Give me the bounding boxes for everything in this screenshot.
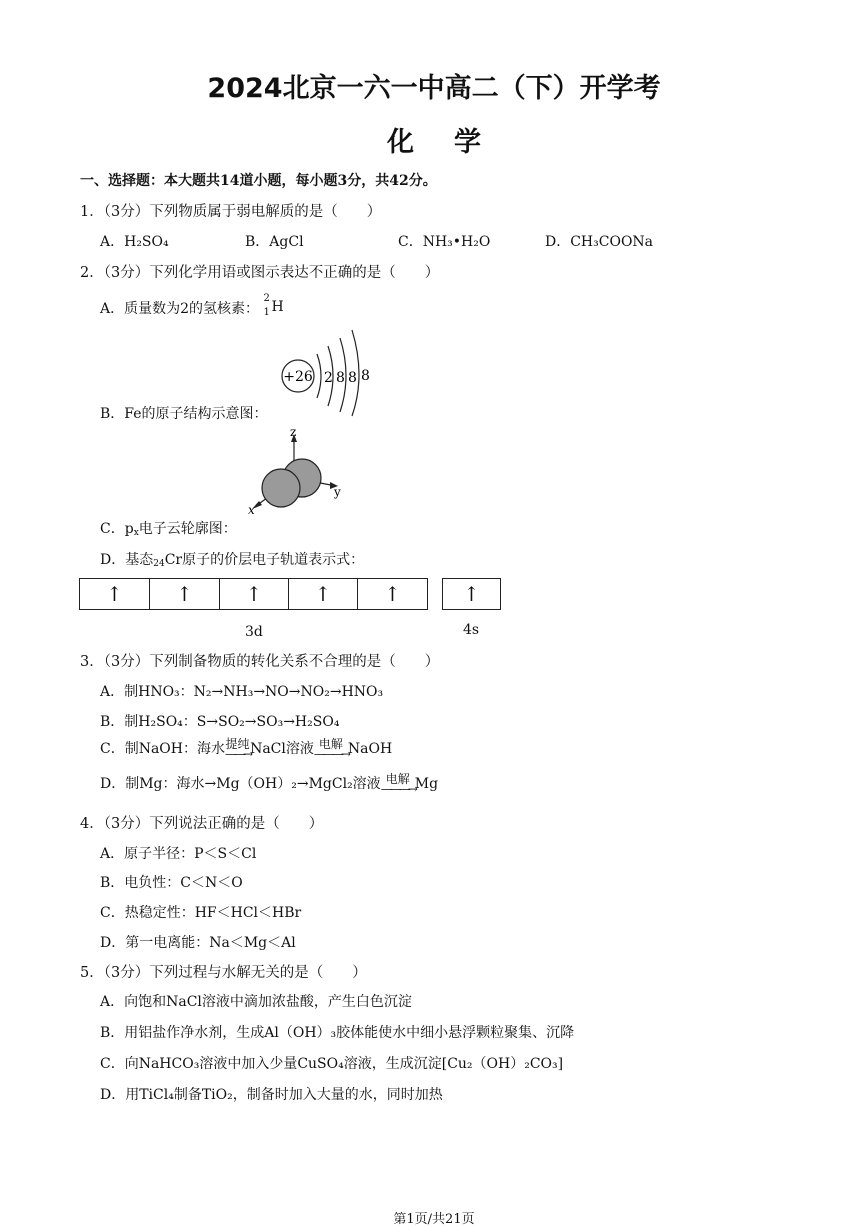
section-heading: 一、选择题：本大题共14道小题，每小题3分，共42分。 bbox=[80, 173, 437, 189]
orbital-3d-label: 3d bbox=[245, 624, 263, 640]
question-3-option-d bbox=[100, 772, 439, 796]
question-3-stem: 3．（3分）下列制备物质的转化关系不合理的是（ ） bbox=[80, 654, 440, 670]
electrolysis-arrow-d: 电解 ———→ bbox=[380, 772, 415, 796]
exam-title: 2024北京一六一中高二（下）开学考 bbox=[207, 73, 661, 104]
question-1-option-a: A．H₂SO₄ bbox=[100, 234, 169, 250]
subject-title: 化学 bbox=[387, 127, 521, 158]
hydrogen-isotope-symbol bbox=[263, 293, 285, 323]
shell-3-electrons: 8 bbox=[348, 370, 357, 386]
shell-1-electrons: 2 bbox=[324, 370, 333, 386]
electrolysis-label-d: 电解 bbox=[385, 772, 410, 786]
question-1-option-c: C．NH₃•H₂O bbox=[398, 234, 491, 250]
isotope-mass-number: 2 bbox=[263, 293, 270, 304]
question-2-option-d bbox=[100, 549, 364, 569]
question-2-option-a-text: A．质量数为2的氢核素： bbox=[100, 301, 260, 317]
orbital-3d-box-2: ↑ bbox=[150, 579, 220, 609]
question-5-stem: 5．（3分）下列过程与水解无关的是（ ） bbox=[80, 965, 367, 981]
y-axis-label: y bbox=[334, 485, 341, 499]
z-axis-label: z bbox=[290, 426, 297, 439]
question-2-option-a bbox=[100, 293, 285, 323]
option-d-suffix: Cr原子的价层电子轨道表示式： bbox=[164, 552, 365, 568]
page-number: 第1页/共21页 bbox=[393, 1212, 475, 1227]
option-c-suffix: 电子云轮廓图： bbox=[138, 521, 237, 537]
nucleus-charge: +26 bbox=[283, 369, 313, 385]
shell-2-electrons: 8 bbox=[336, 370, 345, 386]
question-5-option-d: D．用TiCl₄制备TiO₂，制备时加入大量的水，同时加热 bbox=[100, 1087, 443, 1103]
question-3-option-c bbox=[100, 737, 393, 761]
shell-4-electrons: 8 bbox=[361, 368, 370, 384]
question-5-option-b: B．用铝盐作净水剂，生成Al（OH）₃胶体能使水中细小悬浮颗粒聚集、沉降 bbox=[100, 1025, 575, 1041]
option-c-subscript: x bbox=[133, 528, 139, 538]
question-3-option-b: B．制H₂SO₄：S→SO₂→SO₃→H₂SO₄ bbox=[100, 714, 340, 730]
question-5-option-a: A．向饱和NaCl溶液中滴加浓盐酸，产生白色沉淀 bbox=[100, 994, 412, 1010]
orbital-4s-label: 4s bbox=[463, 622, 480, 638]
question-4-option-c: C．热稳定性：HF＜HCl＜HBr bbox=[100, 905, 302, 921]
question-1-stem: 1．（3分）下列物质属于弱电解质的是（ ） bbox=[80, 204, 382, 220]
question-1-option-d: D．CH₃COONa bbox=[545, 234, 654, 250]
orbital-4s-box bbox=[442, 578, 501, 610]
option-c-part-1: C．制NaOH：海水 bbox=[100, 741, 225, 757]
option-d-part-2: Mg bbox=[414, 776, 439, 792]
question-2-stem: 2．（3分）下列化学用语或图示表达不正确的是（ ） bbox=[80, 265, 440, 281]
option-c-part-3: NaOH bbox=[347, 741, 393, 757]
question-4-option-b: B．电负性：C＜N＜O bbox=[100, 875, 243, 891]
question-2-option-c bbox=[100, 518, 237, 538]
purify-label: 提纯 bbox=[225, 737, 250, 751]
option-d-subscript: 24 bbox=[153, 559, 165, 569]
px-orbital-diagram bbox=[244, 426, 354, 518]
question-4-option-a: A．原子半径：P＜S＜Cl bbox=[100, 846, 257, 862]
question-4-stem: 4．（3分）下列说法正确的是（ ） bbox=[80, 816, 324, 832]
orbital-3d-boxes bbox=[79, 578, 428, 610]
question-3-option-a: A．制HNO₃：N₂→NH₃→NO→NO₂→HNO₃ bbox=[100, 684, 384, 700]
orbital-3d-box-5: ↑ bbox=[384, 582, 401, 606]
electrolysis-label: 电解 bbox=[318, 737, 343, 751]
option-d-part-1: D．制Mg：海水→Mg（OH）₂→MgCl₂溶液 bbox=[100, 776, 381, 792]
question-5-option-c: C．向NaHCO₃溶液中加入少量CuSO₄溶液，生成沉淀[Cu₂（OH）₂CO₃] bbox=[100, 1056, 564, 1072]
question-4-option-d: D．第一电离能：Na＜Mg＜Al bbox=[100, 935, 296, 951]
question-2-option-b: B．Fe的原子结构示意图： bbox=[100, 406, 268, 422]
orbital-4s-arrow: ↑ bbox=[463, 582, 480, 606]
fe-atom-structure-diagram bbox=[275, 326, 385, 418]
option-c-prefix: C．p bbox=[100, 521, 134, 537]
orbital-3d-box-3: ↑ bbox=[220, 579, 289, 609]
question-1-option-b: B．AgCl bbox=[245, 234, 304, 250]
orbital-3d-box-4: ↑ bbox=[289, 579, 358, 609]
isotope-element: H bbox=[271, 299, 284, 315]
option-c-part-2: NaCl溶液 bbox=[250, 741, 314, 757]
electrolysis-arrow: 电解 ———→ bbox=[313, 737, 348, 761]
orbital-3d-box-1: ↑ bbox=[80, 579, 150, 609]
x-axis-label: x bbox=[248, 503, 255, 517]
purify-arrow: 提纯 ——→ bbox=[225, 737, 251, 761]
option-d-prefix: D．基态 bbox=[100, 552, 154, 568]
isotope-atomic-number: 1 bbox=[263, 307, 270, 318]
